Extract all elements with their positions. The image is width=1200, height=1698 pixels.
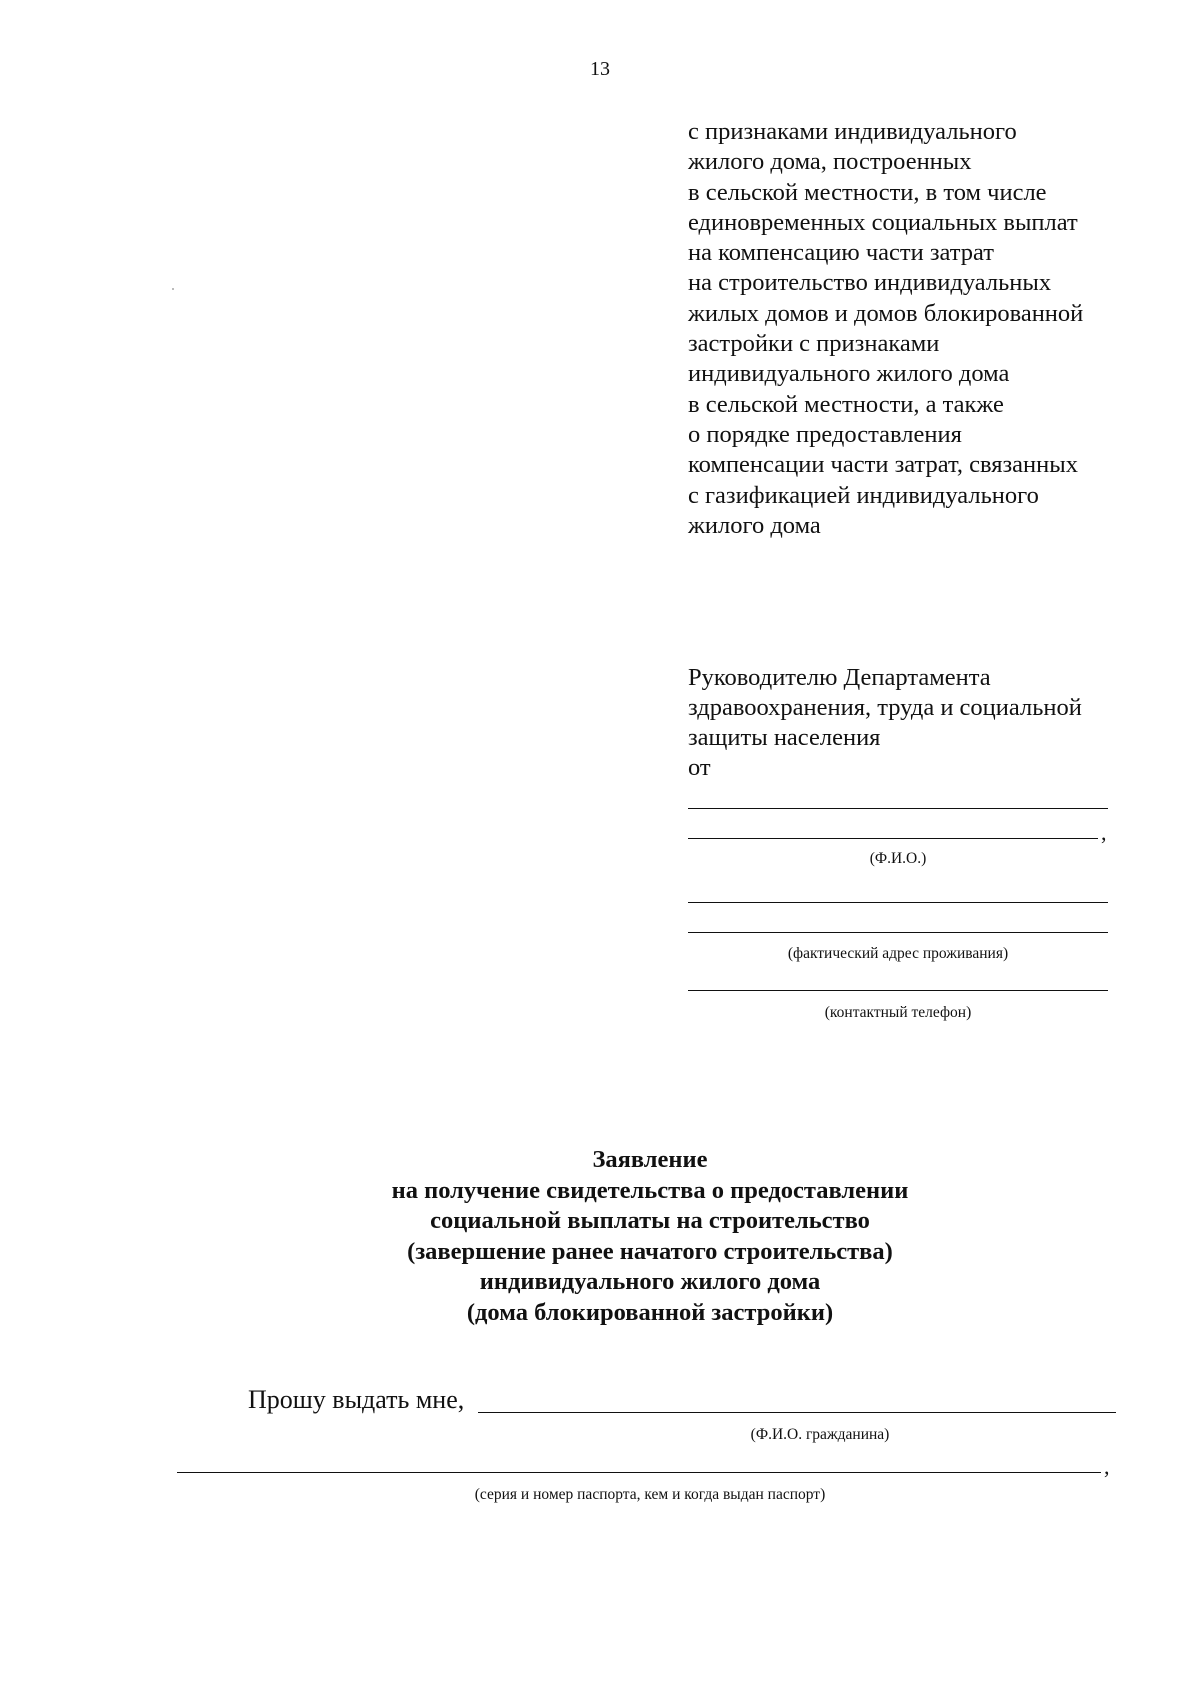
addressee-line: защиты населения <box>688 724 881 751</box>
header-block <box>688 117 1168 541</box>
passport-line[interactable] <box>177 1472 1101 1473</box>
header-line: жилых домов и домов блокированной <box>688 299 1084 327</box>
citizen-name-line[interactable] <box>478 1412 1116 1413</box>
address-hint: (фактический адрес проживания) <box>787 945 1009 962</box>
addressee-line: Руководителю Департамента <box>688 664 991 691</box>
request-text: Прошу выдать мне, <box>248 1385 465 1414</box>
addressee-block <box>688 663 1168 783</box>
addressee-line: от <box>688 754 711 781</box>
document-title <box>300 1145 1000 1328</box>
header-line: застройки с признаками <box>688 330 940 358</box>
title-line: (дома блокированной застройки) <box>466 1298 834 1326</box>
page-number: 13 <box>590 58 610 80</box>
address-line-2[interactable] <box>688 932 1108 933</box>
fio-line-2[interactable] <box>688 838 1098 839</box>
title-line: Заявление <box>592 1146 708 1173</box>
citizen-hint: (Ф.И.О. гражданина) <box>750 1426 890 1443</box>
header-line: жилого дома, построенных <box>688 148 972 176</box>
scan-speck <box>172 288 174 290</box>
header-line: с газификацией индивидуального <box>688 481 1039 509</box>
title-line: индивидуального жилого дома <box>479 1268 821 1295</box>
title-line: на получение свидетельства о предоставлении <box>391 1176 909 1204</box>
header-line: единовременных социальных выплат <box>688 208 1078 236</box>
phone-hint: (контактный телефон) <box>824 1004 972 1021</box>
header-line: на компенсацию части затрат <box>688 239 994 267</box>
header-line: жилого дома <box>688 511 821 539</box>
addressee-line: здравоохранения, труда и социальной <box>688 694 1082 721</box>
header-line: с признаками индивидуального <box>688 118 1017 145</box>
header-line: на строительство индивидуальных <box>688 269 1052 297</box>
header-line: компенсации части затрат, связанных <box>688 451 1078 479</box>
address-line-1[interactable] <box>688 902 1108 903</box>
fio-line-1[interactable] <box>688 808 1108 809</box>
fio-comma: , <box>1101 820 1107 845</box>
header-line: о порядке предоставления <box>688 420 962 448</box>
passport-comma: , <box>1104 1454 1110 1479</box>
header-line: индивидуального жилого дома <box>688 360 1010 388</box>
title-line: социальной выплаты на строительство <box>430 1207 870 1234</box>
title-line: (завершение ранее начатого строительства) <box>407 1237 893 1265</box>
fio-hint: (Ф.И.О.) <box>869 850 927 867</box>
phone-line[interactable] <box>688 990 1108 991</box>
header-line: в сельской местности, в том числе <box>688 178 1047 206</box>
header-line: в сельской местности, а также <box>688 390 1004 418</box>
passport-hint: (серия и номер паспорта, кем и когда выдан паспорт) <box>474 1486 826 1503</box>
